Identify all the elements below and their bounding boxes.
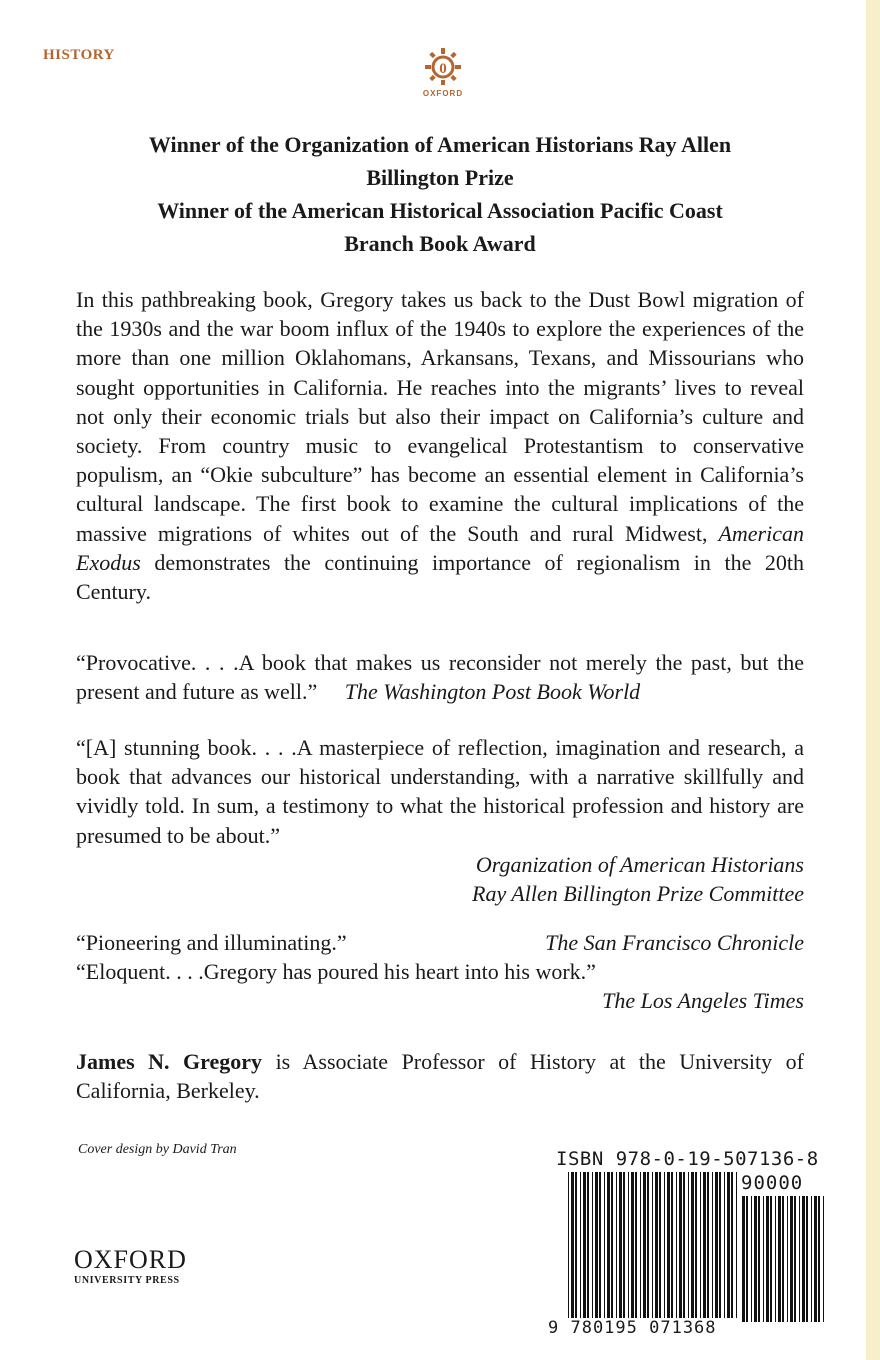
barcode-bar [599, 1172, 601, 1318]
barcode-bar [754, 1196, 757, 1322]
barcode-bar [799, 1196, 800, 1322]
barcode-bar [778, 1196, 781, 1322]
award-line: Winner of the American Historical Association Pacific Coast [157, 198, 723, 223]
barcode-bar [751, 1196, 752, 1322]
category-label: HISTORY [43, 47, 115, 63]
author-name: James N. Gregory [76, 1049, 263, 1074]
publisher-subtitle: UNIVERSITY PRESS [74, 1275, 180, 1286]
quote-text: “[A] stunning book. . . .A masterpiece of reflection, imagination and research, a book that advances our historical understanding, with a narrative skillfully and vividly told. In sum, a testimony to what the historical profession and history are presumed to be about.” [76, 735, 804, 848]
review-quote-oah [76, 733, 804, 908]
barcode-bar [736, 1172, 737, 1318]
barcode-bar [818, 1196, 820, 1322]
barcode-bar [724, 1172, 725, 1318]
award-line: Billington Prize [366, 165, 514, 190]
barcode-bar [631, 1172, 634, 1318]
cover-design-credit: Cover design by David Tran [78, 1142, 237, 1157]
quote-source-line-2: Ray Allen Billington Prize Committee [472, 881, 804, 907]
barcode-bar [640, 1172, 641, 1318]
review-quote-sf-chronicle [76, 928, 804, 957]
barcode-bar [679, 1172, 682, 1318]
barcode-bar [568, 1172, 569, 1318]
award-line: Winner of the Organization of American Historians Ray Allen [148, 132, 732, 157]
barcode-bar [580, 1172, 581, 1318]
barcode-bar [742, 1196, 745, 1322]
barcode-bar [823, 1196, 824, 1322]
barcode [566, 1172, 824, 1322]
barcode-bar [595, 1172, 598, 1318]
barcode-bar [746, 1196, 748, 1322]
barcode-bar [619, 1172, 622, 1318]
barcode-bar [712, 1172, 713, 1318]
svg-text:0: 0 [439, 61, 447, 77]
author-bio-text: is Associate Professor of History at the University of California, Berkeley. [76, 1049, 804, 1104]
barcode-bar [688, 1172, 689, 1318]
review-quote-washington-post [76, 648, 804, 706]
barcode-bar [628, 1172, 629, 1318]
barcode-bar [691, 1172, 694, 1318]
barcode-bar [703, 1172, 706, 1318]
barcode-number: 9 780195 071368 [548, 1318, 717, 1338]
barcode-bar [700, 1172, 701, 1318]
barcode-bar [664, 1172, 665, 1318]
quote-source: The Washington Post Book World [344, 679, 641, 705]
barcode-bar [766, 1196, 769, 1322]
barcode-bar [655, 1172, 658, 1318]
quote-source: The San Francisco Chronicle [545, 930, 804, 955]
barcode-bar [671, 1172, 673, 1318]
oxford-logo [415, 46, 471, 98]
barcode-bar [616, 1172, 617, 1318]
barcode-bar [802, 1196, 805, 1322]
review-quotes-short [76, 928, 804, 1016]
barcode-bar [806, 1196, 808, 1322]
barcode-bar [787, 1196, 788, 1322]
barcode-bar [707, 1172, 709, 1318]
publisher-logo [74, 1247, 187, 1286]
cover-edge-strip [866, 0, 880, 1360]
barcode-bar [814, 1196, 817, 1322]
barcode-bar [731, 1172, 733, 1318]
barcode-bar [790, 1196, 793, 1322]
barcode-bar [571, 1172, 574, 1318]
quote-source: The Los Angeles Times [602, 988, 804, 1014]
logo-caption: OXFORD [422, 89, 464, 98]
award-line: Branch Book Award [344, 231, 536, 256]
barcode-bar [775, 1196, 776, 1322]
barcode-bar [782, 1196, 784, 1322]
barcode-addon-number: 90000 [741, 1172, 804, 1194]
barcode-bar [659, 1172, 661, 1318]
barcode-bar [683, 1172, 685, 1318]
quote-text: “Pioneering and illuminating.” [76, 930, 347, 955]
barcode-bar [607, 1172, 610, 1318]
barcode-bar [727, 1172, 730, 1318]
book-description [76, 285, 804, 606]
quote-text: “Eloquent. . . .Gregory has poured his heart into his work.” [76, 959, 596, 985]
barcode-bar [635, 1172, 637, 1318]
quote-source-line-1: Organization of American Historians [475, 851, 804, 877]
barcode-bar [763, 1196, 764, 1322]
barcode-bar [758, 1196, 760, 1322]
barcode-bar [592, 1172, 593, 1318]
oxford-crest-icon [423, 46, 463, 86]
quote-text: “Provocative. . . .A book that makes us reconsider not merely the past, but the present and future as well.” [76, 650, 804, 705]
description-text: In this pathbreaking book, Gregory takes us back to the Dust Bowl migration of the 1930s and the war boom influx of the 1940s to explore the experiences of the more than one million Oklahomans, Arkansans, Texans, and Missourians who sought opportunities in California. He reaches into the migrants’ lives to reveal not only their economic trials but also their impact on California’s culture and society. From country music to evangelical Protestantism to conservative populism, an “Okie subculture” has become an essential element in California’s cultural landscape. The first book to examine the cultural implications of the massive migrations of whites out of the South and rural Midwest, [76, 287, 804, 546]
awards-block [60, 128, 820, 260]
barcode-bar [695, 1172, 697, 1318]
barcode-bar [676, 1172, 677, 1318]
barcode-graphic [566, 1172, 824, 1322]
barcode-bar [715, 1172, 718, 1318]
barcode-bar [604, 1172, 605, 1318]
barcode-bar [643, 1172, 646, 1318]
publisher-name: OXFORD [74, 1245, 187, 1274]
barcode-bar [719, 1172, 721, 1318]
barcode-bar [611, 1172, 613, 1318]
barcode-bar [811, 1196, 812, 1322]
barcode-bar [623, 1172, 625, 1318]
barcode-bar [652, 1172, 653, 1318]
author-bio [76, 1047, 804, 1105]
barcode-bar [583, 1172, 586, 1318]
book-title: American Exodus [76, 520, 804, 575]
barcode-bar [770, 1196, 772, 1322]
barcode-bar [667, 1172, 670, 1318]
description-text-end: demonstrates the continuing importance of regionalism in the 20th Century. [76, 549, 804, 605]
barcode-bar [647, 1172, 649, 1318]
barcode-bar [794, 1196, 796, 1322]
barcode-bar [575, 1172, 577, 1318]
isbn-label: ISBN 978-0-19-507136-8 [556, 1148, 819, 1170]
barcode-bar [587, 1172, 589, 1318]
